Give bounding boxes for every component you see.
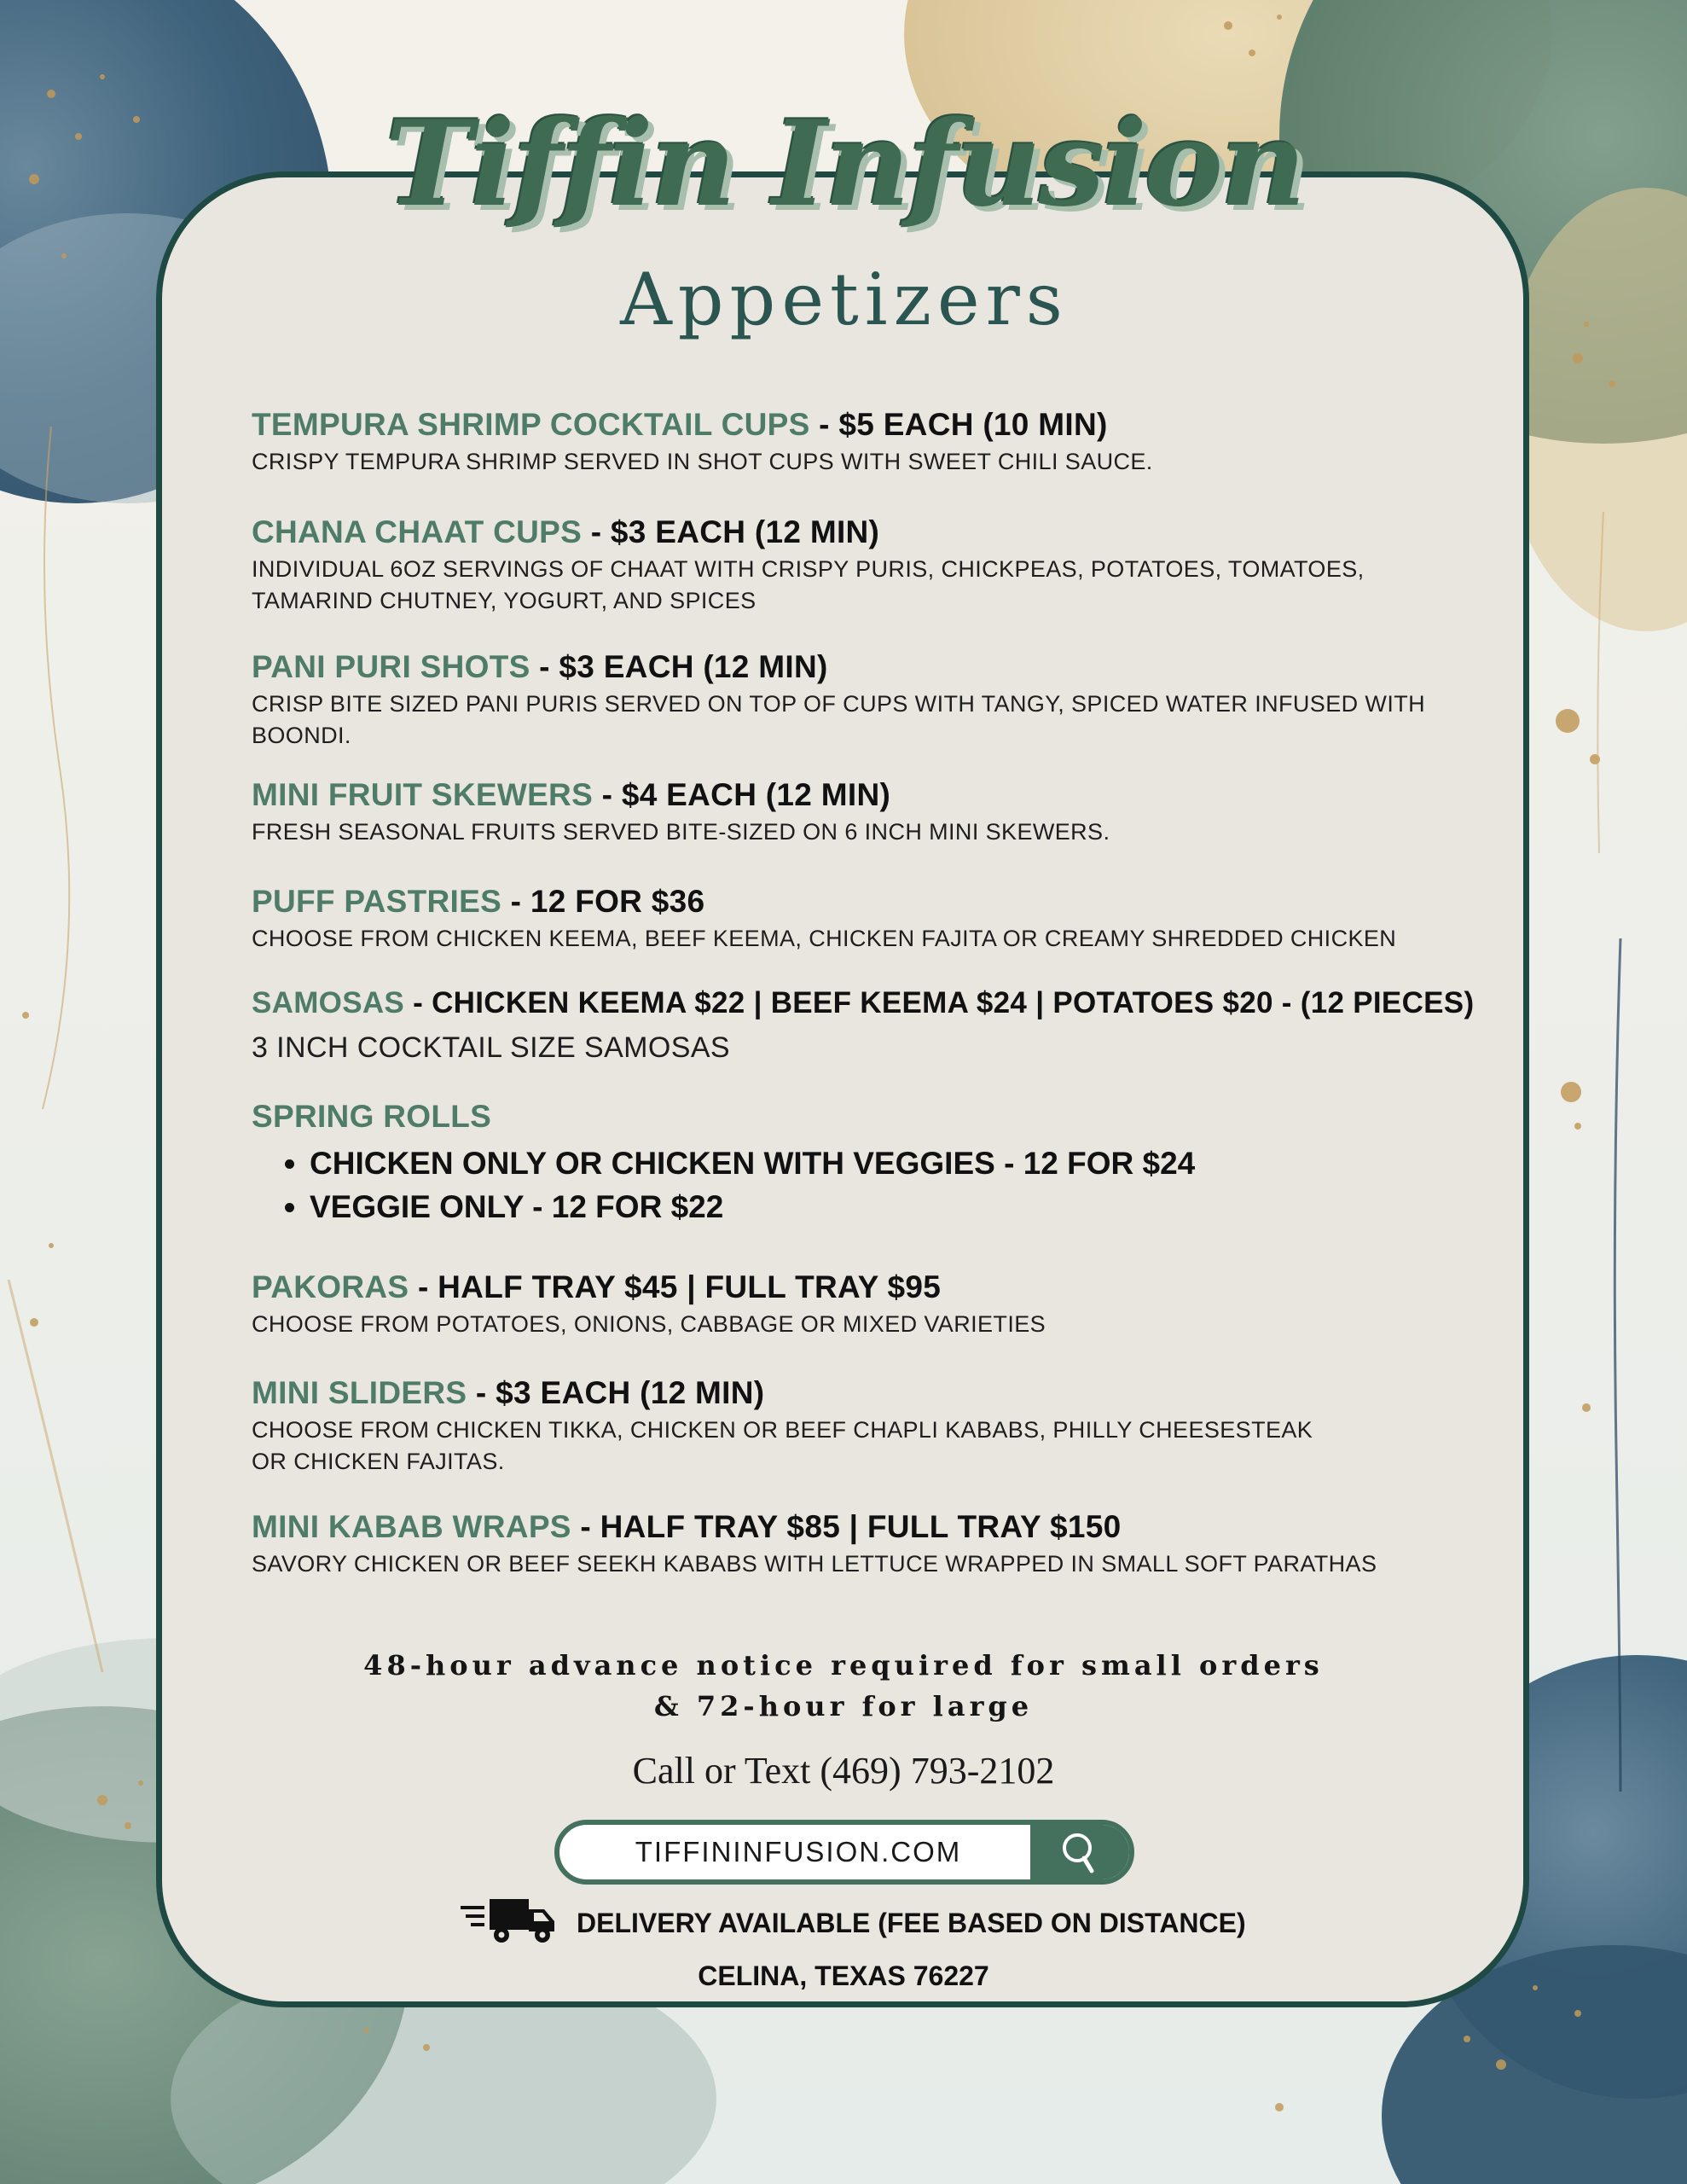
search-button[interactable]: [1030, 1825, 1129, 1879]
item-description-line: TAMARIND CHUTNEY, YOGURT, AND SPICES: [252, 588, 757, 613]
item-options: [252, 1141, 1531, 1228]
item-name: MINI SLIDERS: [252, 1375, 467, 1410]
item-name: MINI KABAB WRAPS: [252, 1509, 571, 1544]
item-name: SPRING ROLLS: [252, 1099, 492, 1134]
menu-item: [252, 1507, 1531, 1580]
menu-item: [252, 1097, 1531, 1228]
item-name: PUFF PASTRIES: [252, 884, 502, 919]
item-price: - $4 EACH (12 MIN): [593, 777, 891, 812]
delivery-truck-icon: [461, 1894, 558, 1949]
item-description: 3 INCH COCKTAIL SIZE SAMOSAS: [252, 1031, 730, 1064]
location-address: CELINA, TEXAS 76227: [698, 1960, 989, 1991]
search-icon: [1030, 1825, 1129, 1879]
item-description-line: CRISP BITE SIZED PANI PURIS SERVED ON TOP OF CUPS WITH TANGY, SPICED WATER INFUSED WITH: [252, 691, 1426, 717]
website-link[interactable]: [554, 1820, 1134, 1885]
item-title: [252, 513, 1531, 552]
item-description-line: BOONDI.: [252, 723, 351, 748]
item-option: • CHICKEN ONLY OR CHICKEN WITH VEGGIES - 12 FOR $24: [310, 1141, 1531, 1185]
item-title: [252, 1268, 1531, 1307]
item-name: CHANA CHAAT CUPS: [252, 514, 583, 549]
item-description: CHOOSE FROM CHICKEN KEEMA, BEEF KEEMA, CHICKEN FAJITA OR CREAMY SHREDDED CHICKEN: [252, 926, 1397, 951]
item-description: CHOOSE FROM POTATOES, ONIONS, CABBAGE OR MIXED VARIETIES: [252, 1311, 1046, 1337]
item-description: FRESH SEASONAL FRUITS SERVED BITE-SIZED ON 6 INCH MINI SKEWERS.: [252, 819, 1110, 845]
item-name: SAMOSAS: [252, 986, 405, 1019]
item-title: [252, 1097, 1531, 1136]
advance-notice-line: & 72-hour for large: [653, 1690, 1034, 1722]
website-url[interactable]: TIFFININFUSION.COM: [635, 1836, 962, 1867]
advance-notice: [256, 1645, 1431, 1727]
item-price: - HALF TRAY $45 | FULL TRAY $95: [409, 1269, 942, 1304]
item-price: - CHICKEN KEEMA $22 | BEEF KEEMA $24 | POTATOES $20 - (12 PIECES): [404, 986, 1475, 1019]
menu-item: [252, 882, 1531, 955]
delivery-info: [461, 1894, 1262, 1954]
item-price: - $5 EACH (10 MIN): [809, 407, 1108, 442]
menu-item: [252, 405, 1531, 478]
item-title: [252, 405, 1531, 444]
item-title: [252, 984, 1531, 1023]
item-description-line: CHOOSE FROM CHICKEN TIKKA, CHICKEN OR BEEF CHAPLI KABABS, PHILLY CHEESESTEAK: [252, 1417, 1313, 1443]
item-description-line: INDIVIDUAL 6OZ SERVINGS OF CHAAT WITH CRISPY PURIS, CHICKPEAS, POTATOES, TOMATOES,: [252, 556, 1365, 582]
menu-item: [252, 984, 1531, 1067]
item-option: • VEGGIE ONLY - 12 FOR $22: [310, 1185, 1531, 1228]
item-description: SAVORY CHICKEN OR BEEF SEEKH KABABS WITH LETTUCE WRAPPED IN SMALL SOFT PARATHAS: [252, 1551, 1377, 1577]
section-heading: Appetizers: [620, 258, 1069, 341]
item-price: - $3 EACH (12 MIN): [530, 649, 828, 684]
delivery-text: DELIVERY AVAILABLE (FEE BASED ON DISTANCE): [577, 1908, 1246, 1938]
item-description: [252, 554, 1531, 617]
item-description: [252, 688, 1531, 752]
phone-contact[interactable]: Call or Text (469) 793-2102: [632, 1750, 1055, 1792]
menu-item: [252, 513, 1531, 617]
item-price: - $3 EACH (12 MIN): [467, 1375, 765, 1410]
item-description: [252, 1414, 1531, 1478]
menu-item: [252, 775, 1531, 848]
item-title: [252, 648, 1531, 687]
item-name: MINI FRUIT SKEWERS: [252, 777, 594, 812]
item-title: [252, 1374, 1531, 1413]
item-title: [252, 1507, 1531, 1547]
menu-item: [252, 648, 1531, 752]
item-title: [252, 882, 1531, 921]
item-name: PANI PURI SHOTS: [252, 649, 530, 684]
item-name: TEMPURA SHRIMP COCKTAIL CUPS: [252, 407, 810, 442]
item-description-line: OR CHICKEN FAJITAS.: [252, 1449, 505, 1474]
advance-notice-line: 48-hour advance notice required for small orders: [363, 1649, 1324, 1682]
item-price: - $3 EACH (12 MIN): [582, 514, 880, 549]
item-title: [252, 775, 1531, 815]
menu-item: [252, 1374, 1531, 1478]
item-name: PAKORAS: [252, 1269, 409, 1304]
menu-item: [252, 1268, 1531, 1340]
brand-logo: Tiffin Infusion: [385, 94, 1304, 233]
item-price: - 12 FOR $36: [501, 884, 705, 919]
item-price: - HALF TRAY $85 | FULL TRAY $150: [571, 1509, 1122, 1544]
item-description: CRISPY TEMPURA SHRIMP SERVED IN SHOT CUPS WITH SWEET CHILI SAUCE.: [252, 449, 1153, 474]
